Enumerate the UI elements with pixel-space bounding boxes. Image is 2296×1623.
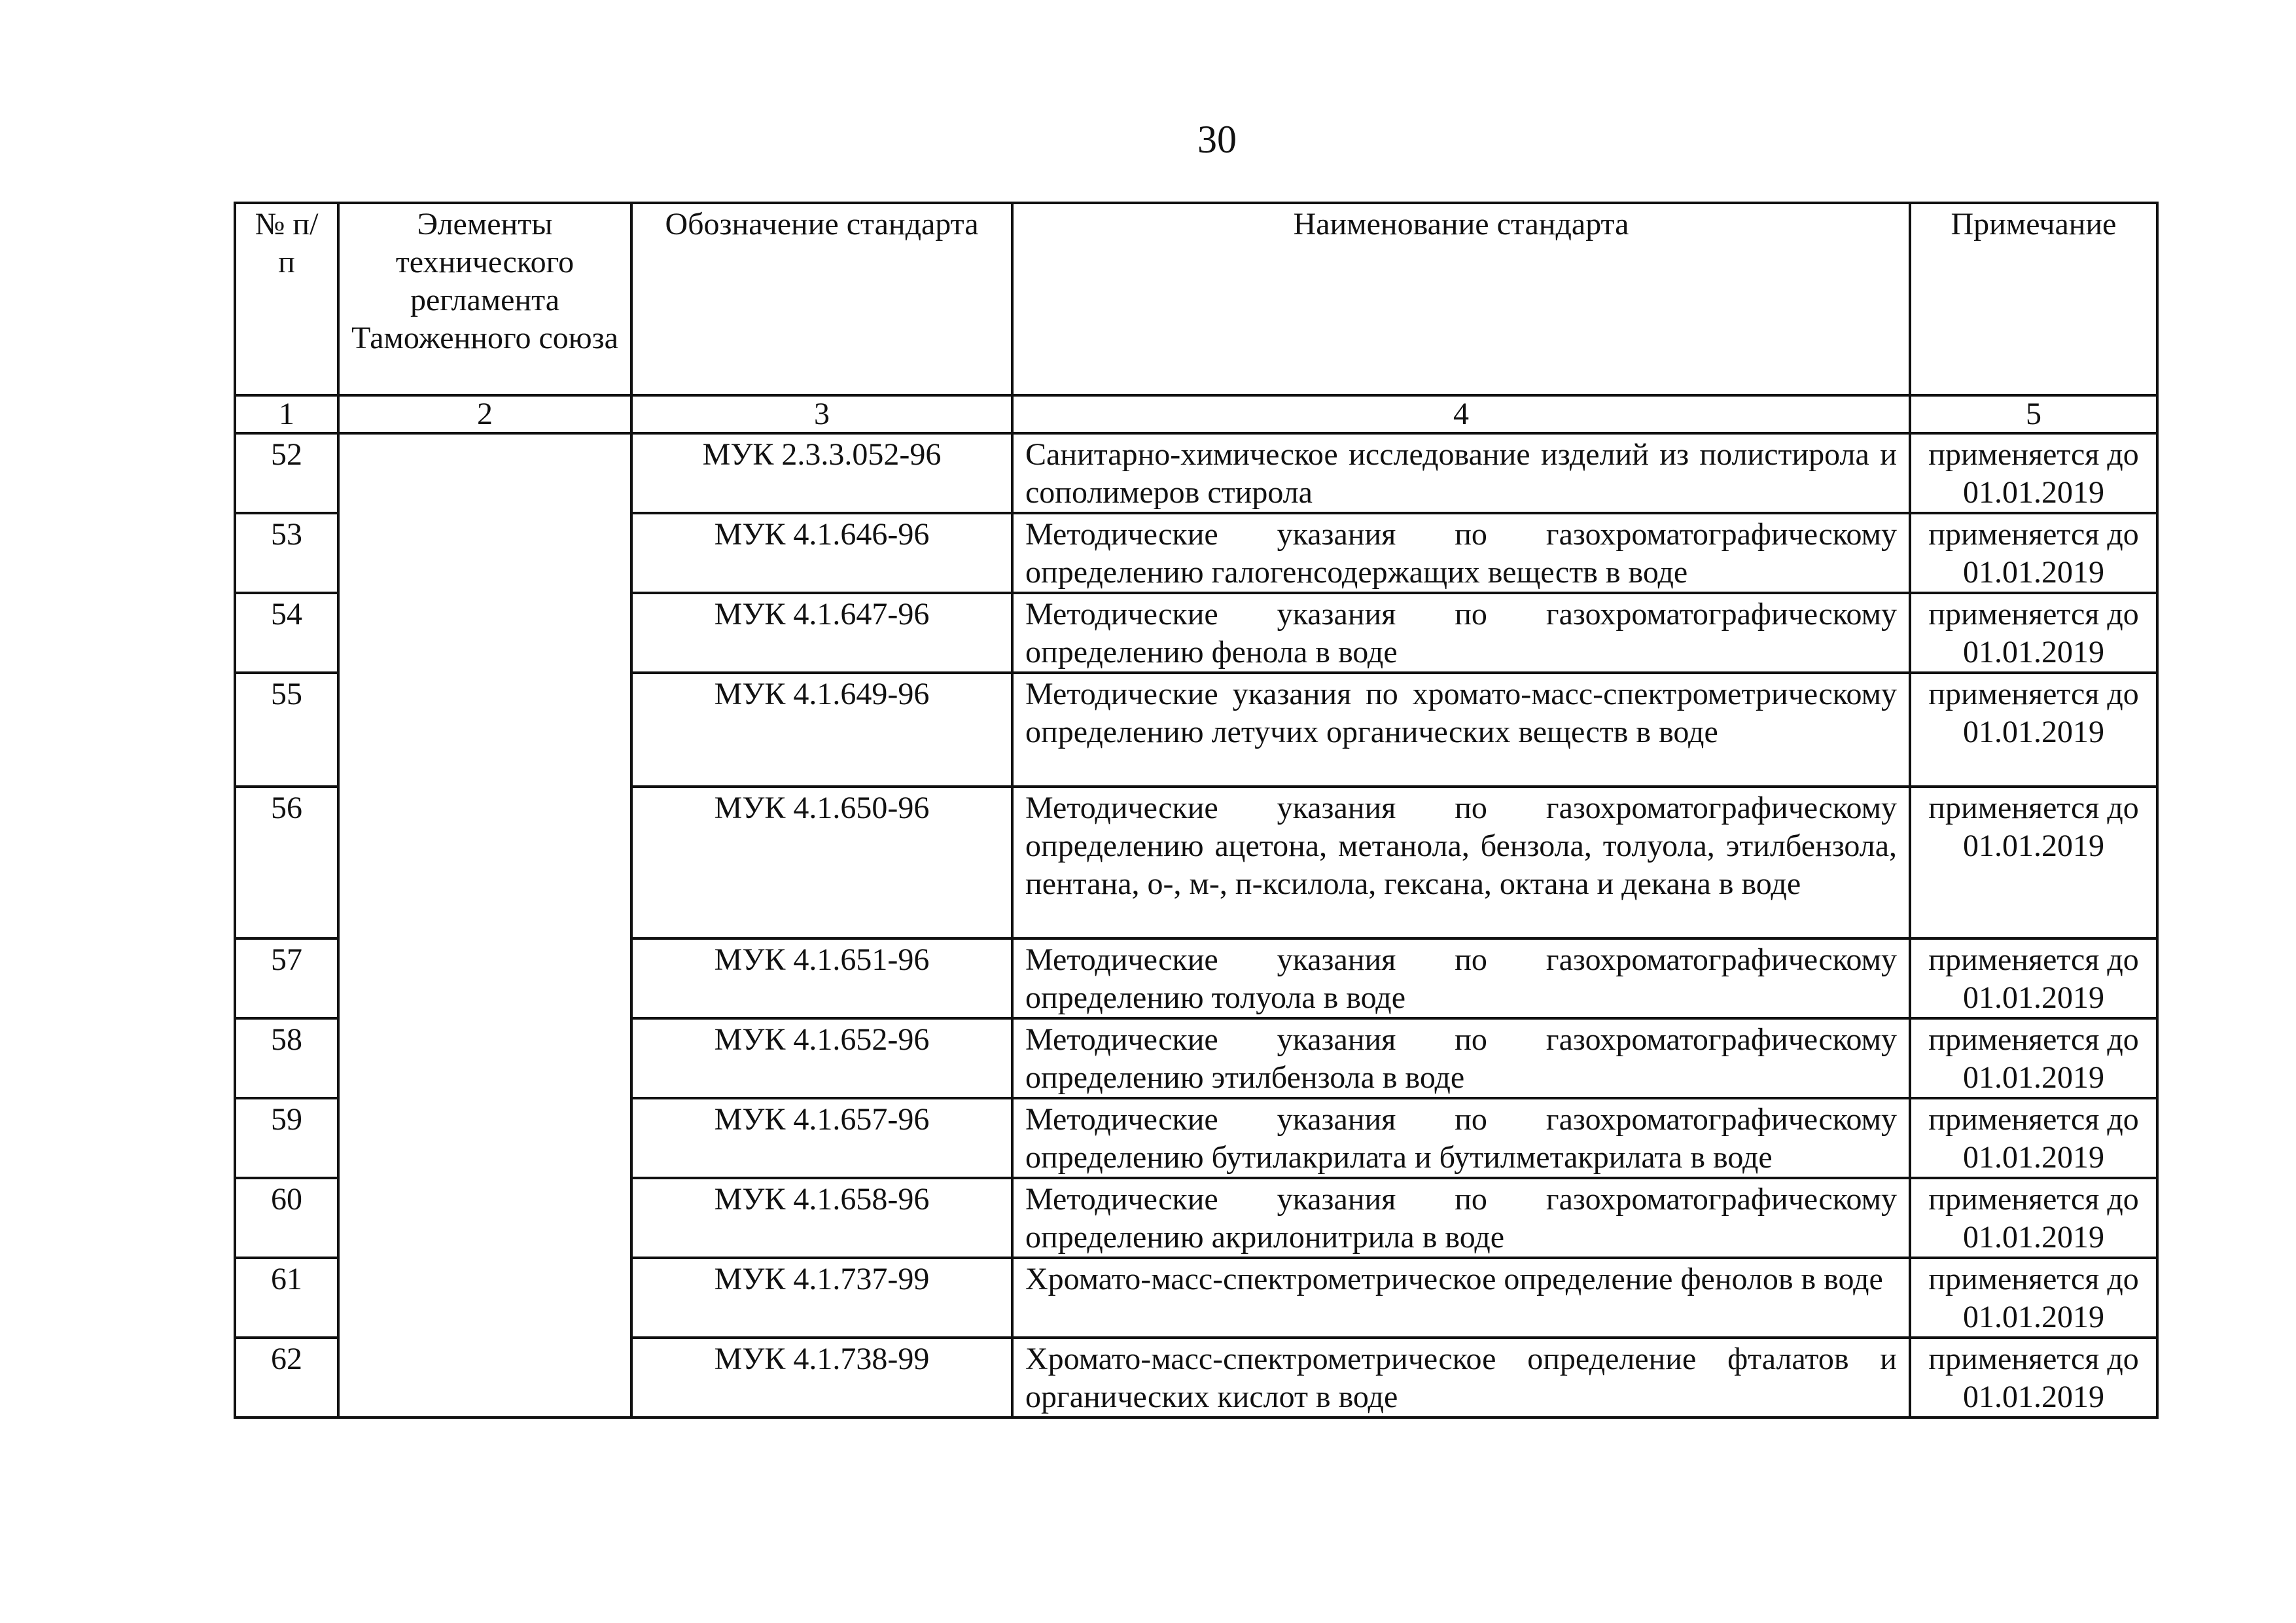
standard-name: Методические указания по газохроматографическому определению галогенсодержащих веществ в воде — [1012, 513, 1910, 593]
standard-note: применяется до 01.01.2019 — [1910, 787, 2157, 938]
standard-name: Методические указания по газохроматографическому определению толуола в воде — [1012, 938, 1910, 1018]
standard-note: применяется до 01.01.2019 — [1910, 593, 2157, 673]
regulation-elements-cell — [338, 433, 631, 1418]
standard-code: МУК 4.1.738-99 — [631, 1338, 1012, 1418]
standard-code: МУК 4.1.650-96 — [631, 787, 1012, 938]
standard-note: применяется до 01.01.2019 — [1910, 1258, 2157, 1338]
standard-note: применяется до 01.01.2019 — [1910, 938, 2157, 1018]
row-number: 52 — [235, 433, 338, 513]
standard-name: Методические указания по газохроматографическому определению этилбензола в воде — [1012, 1018, 1910, 1098]
standard-code: МУК 4.1.651-96 — [631, 938, 1012, 1018]
header-elements: Элементы технического регламента Таможенного союза — [338, 203, 631, 395]
standard-code: МУК 4.1.658-96 — [631, 1178, 1012, 1258]
standard-note: применяется до 01.01.2019 — [1910, 1338, 2157, 1418]
row-number: 54 — [235, 593, 338, 673]
standard-name: Хромато-масс-спектрометрическое определение фенолов в воде — [1012, 1258, 1910, 1338]
standard-note: применяется до 01.01.2019 — [1910, 1098, 2157, 1178]
header-name: Наименование стандарта — [1012, 203, 1910, 395]
header-num: № п/п — [235, 203, 338, 395]
column-number: 3 — [631, 395, 1012, 433]
standard-code: МУК 4.1.649-96 — [631, 673, 1012, 787]
standard-name: Санитарно-химическое исследование изделий из полистирола и сополимеров стирола — [1012, 433, 1910, 513]
column-number: 2 — [338, 395, 631, 433]
standard-name: Методические указания по газохроматографическому определению акрилонитрила в воде — [1012, 1178, 1910, 1258]
row-number: 59 — [235, 1098, 338, 1178]
table-row — [235, 433, 2157, 513]
row-number: 60 — [235, 1178, 338, 1258]
standard-name: Методические указания по газохроматографическому определению ацетона, метанола, бензола, толуола, этилбензола, пентана, о-, м-, п-ксилола, гексана, октана и декана в воде — [1012, 787, 1910, 938]
standard-note: применяется до 01.01.2019 — [1910, 1178, 2157, 1258]
row-number: 61 — [235, 1258, 338, 1338]
standard-code: МУК 4.1.646-96 — [631, 513, 1012, 593]
column-number: 4 — [1012, 395, 1910, 433]
standard-name: Методические указания по газохроматографическому определению фенола в воде — [1012, 593, 1910, 673]
page-number: 30 — [1197, 118, 1237, 161]
standard-name: Методические указания по газохроматографическому определению бутилакрилата и бутилметакрилата в воде — [1012, 1098, 1910, 1178]
standard-code: МУК 4.1.657-96 — [631, 1098, 1012, 1178]
table-header-row — [235, 203, 2157, 395]
standard-code: МУК 4.1.647-96 — [631, 593, 1012, 673]
header-code: Обозначение стандарта — [631, 203, 1012, 395]
header-note: Примечание — [1910, 203, 2157, 395]
standards-table — [234, 202, 2159, 1419]
standard-name: Хромато-масс-спектрометрическое определение фталатов и органических кислот в воде — [1012, 1338, 1910, 1418]
standard-code: МУК 4.1.737-99 — [631, 1258, 1012, 1338]
standard-code: МУК 4.1.652-96 — [631, 1018, 1012, 1098]
row-number: 53 — [235, 513, 338, 593]
column-number: 1 — [235, 395, 338, 433]
standard-note: применяется до 01.01.2019 — [1910, 1018, 2157, 1098]
column-number: 5 — [1910, 395, 2157, 433]
standard-name: Методические указания по хромато-масс-спектрометрическому определению летучих органических веществ в воде — [1012, 673, 1910, 787]
row-number: 58 — [235, 1018, 338, 1098]
standard-code: МУК 2.3.3.052-96 — [631, 433, 1012, 513]
row-number: 55 — [235, 673, 338, 787]
row-number: 56 — [235, 787, 338, 938]
standard-note: применяется до 01.01.2019 — [1910, 673, 2157, 787]
standard-note: применяется до 01.01.2019 — [1910, 433, 2157, 513]
standard-note: применяется до 01.01.2019 — [1910, 513, 2157, 593]
row-number: 62 — [235, 1338, 338, 1418]
row-number: 57 — [235, 938, 338, 1018]
column-number-row — [235, 395, 2157, 433]
